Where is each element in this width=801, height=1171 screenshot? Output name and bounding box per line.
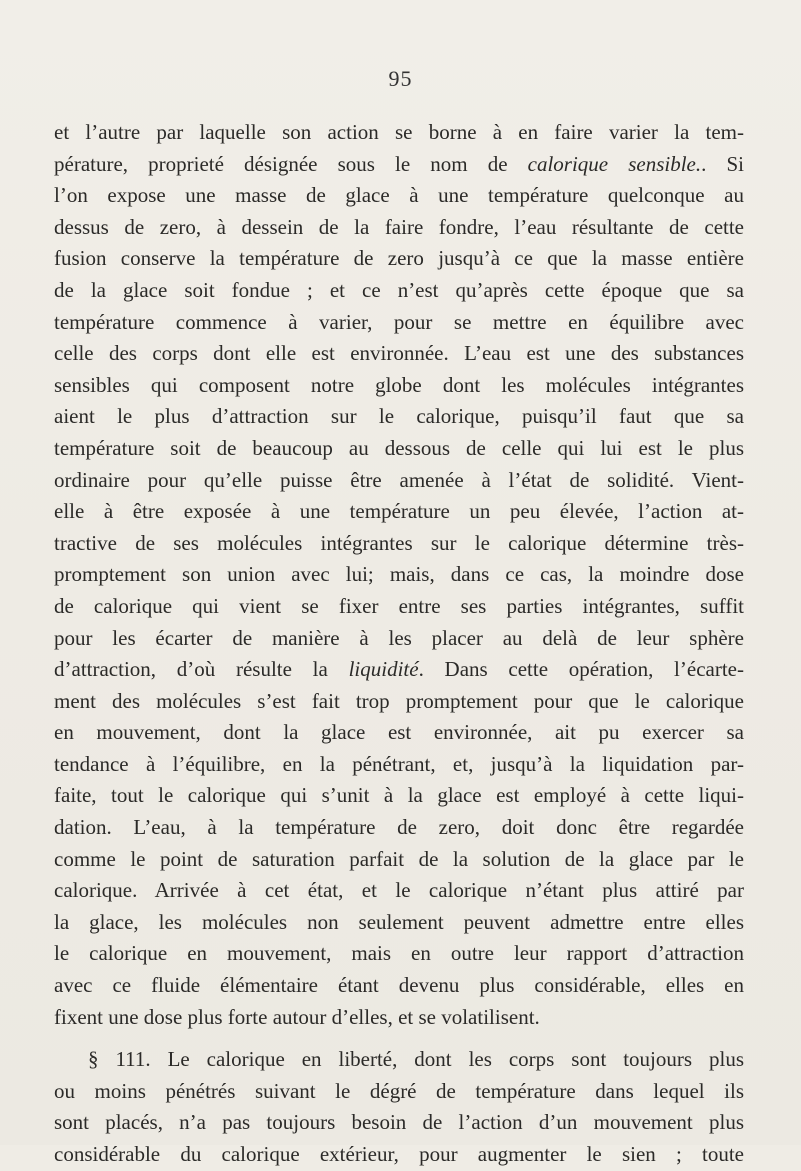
text-run: dation. L’eau, à la température de zero, doit donc être regardée bbox=[54, 815, 744, 840]
text-line bbox=[54, 117, 744, 149]
italic-term: liquidité bbox=[348, 657, 419, 682]
text-line bbox=[54, 212, 744, 244]
text-run: calorique. Arrivée à cet état, et le calorique n’étant plus attiré par bbox=[54, 878, 744, 903]
text-line bbox=[54, 591, 744, 623]
text-run: de la glace soit fondue ; et ce n’est qu’après cette époque que sa bbox=[54, 277, 744, 302]
text-line bbox=[54, 496, 744, 528]
text-line bbox=[54, 307, 744, 339]
text-run: de calorique qui vient se fixer entre ses parties intégrantes, suffit bbox=[54, 593, 744, 618]
text-run: température soit de beaucoup au dessous de celle qui lui est le plus bbox=[54, 435, 744, 460]
text-line bbox=[54, 938, 744, 970]
text-line bbox=[54, 559, 744, 591]
text-run: pour les écarter de manière à les placer au delà de leur sphère bbox=[54, 625, 744, 650]
text-line bbox=[54, 370, 744, 402]
text-run: promptement son union avec lui; mais, dans ce cas, la moindre dose bbox=[54, 562, 744, 587]
text-run: la glace, les molécules non seulement peuvent admettre entre elles bbox=[54, 909, 744, 934]
text-run: ordinaire pour qu’elle puisse être amenée à l’état de solidité. Vient- bbox=[54, 467, 744, 492]
text-run: elle à être exposée à une température un peu élevée, l’action at- bbox=[54, 499, 744, 524]
text-run: d’attraction, d’où résulte la bbox=[54, 657, 349, 682]
text-run: l’on expose une masse de glace à une température quelconque au bbox=[54, 183, 744, 208]
text-line bbox=[54, 1076, 744, 1108]
text-run: § 111. Le calorique en liberté, dont les corps sont toujours plus bbox=[88, 1047, 744, 1072]
text-line bbox=[54, 433, 744, 465]
text-run: comme le point de saturation parfait de la solution de la glace par le bbox=[54, 846, 744, 871]
text-line bbox=[54, 243, 744, 275]
text-line bbox=[54, 749, 744, 781]
text-run: sont placés, n’a pas toujours besoin de l’action d’un mouvement plus bbox=[54, 1110, 744, 1135]
text-line bbox=[54, 1002, 744, 1034]
body-text bbox=[54, 117, 744, 1171]
paragraph bbox=[54, 1044, 744, 1170]
text-run: température commence à varier, pour se mettre en équilibre avec bbox=[54, 309, 744, 334]
text-run: avec ce fluide élémentaire étant devenu plus considérable, elles en bbox=[54, 973, 744, 998]
text-run: et l’autre par laquelle son action se borne à en faire varier la tem- bbox=[54, 120, 744, 144]
italic-term: calorique sensible. bbox=[527, 151, 702, 176]
text-line bbox=[54, 780, 744, 812]
text-run: considérable du calorique extérieur, pour augmenter le sien ; toute bbox=[54, 1142, 744, 1166]
text-line bbox=[54, 654, 744, 686]
text-run: pérature, proprieté désignée sous le nom de bbox=[54, 151, 528, 176]
text-run: tractive de ses molécules intégrantes sur le calorique détermine très- bbox=[54, 530, 744, 555]
paragraph bbox=[54, 117, 744, 1033]
text-line bbox=[54, 812, 744, 844]
text-line bbox=[54, 717, 744, 749]
text-run: le calorique en mouvement, mais en outre leur rapport d’attraction bbox=[54, 941, 744, 966]
text-line bbox=[54, 1139, 744, 1171]
text-line bbox=[54, 180, 744, 212]
text-run: tendance à l’équilibre, en la pénétrant, et, jusqu’à la liquidation par- bbox=[54, 751, 744, 776]
text-line bbox=[54, 686, 744, 718]
text-run: en mouvement, dont la glace est environnée, ait pu exercer sa bbox=[54, 720, 744, 745]
text-run: dessus de zero, à dessein de la faire fondre, l’eau résultante de cette bbox=[54, 214, 744, 239]
text-run: . Si bbox=[701, 151, 745, 176]
text-run: fixent une dose plus forte autour d’elles, et se volatilisent. bbox=[54, 1004, 540, 1029]
text-run: . Dans cette opération, l’écarte- bbox=[418, 657, 744, 682]
text-line bbox=[54, 149, 744, 181]
text-run: sensibles qui composent notre globe dont les molécules intégrantes bbox=[54, 372, 744, 397]
text-run: ou moins pénétrés suivant le dégré de température dans lequel ils bbox=[54, 1078, 744, 1103]
text-line bbox=[54, 528, 744, 560]
text-line bbox=[54, 1044, 744, 1076]
text-line bbox=[54, 623, 744, 655]
text-run: aient le plus d’attraction sur le calorique, puisqu’il faut que sa bbox=[54, 404, 744, 429]
text-line bbox=[54, 970, 744, 1002]
text-line bbox=[54, 465, 744, 497]
text-line bbox=[54, 875, 744, 907]
text-run: faite, tout le calorique qui s’unit à la glace est employé à cette liqui- bbox=[54, 783, 744, 808]
text-line bbox=[54, 275, 744, 307]
text-line bbox=[54, 907, 744, 939]
text-line bbox=[54, 401, 744, 433]
paragraph-gap bbox=[54, 1033, 744, 1044]
text-line bbox=[54, 338, 744, 370]
text-line bbox=[54, 1107, 744, 1139]
text-run: fusion conserve la température de zero jusqu’à ce que la masse entière bbox=[54, 246, 744, 271]
text-run: celle des corps dont elle est environnée. L’eau est une des substances bbox=[54, 341, 744, 366]
page-number: 95 bbox=[388, 66, 413, 91]
text-line bbox=[54, 844, 744, 876]
text-run: ment des molécules s’est fait trop promptement pour que le calorique bbox=[54, 688, 744, 713]
